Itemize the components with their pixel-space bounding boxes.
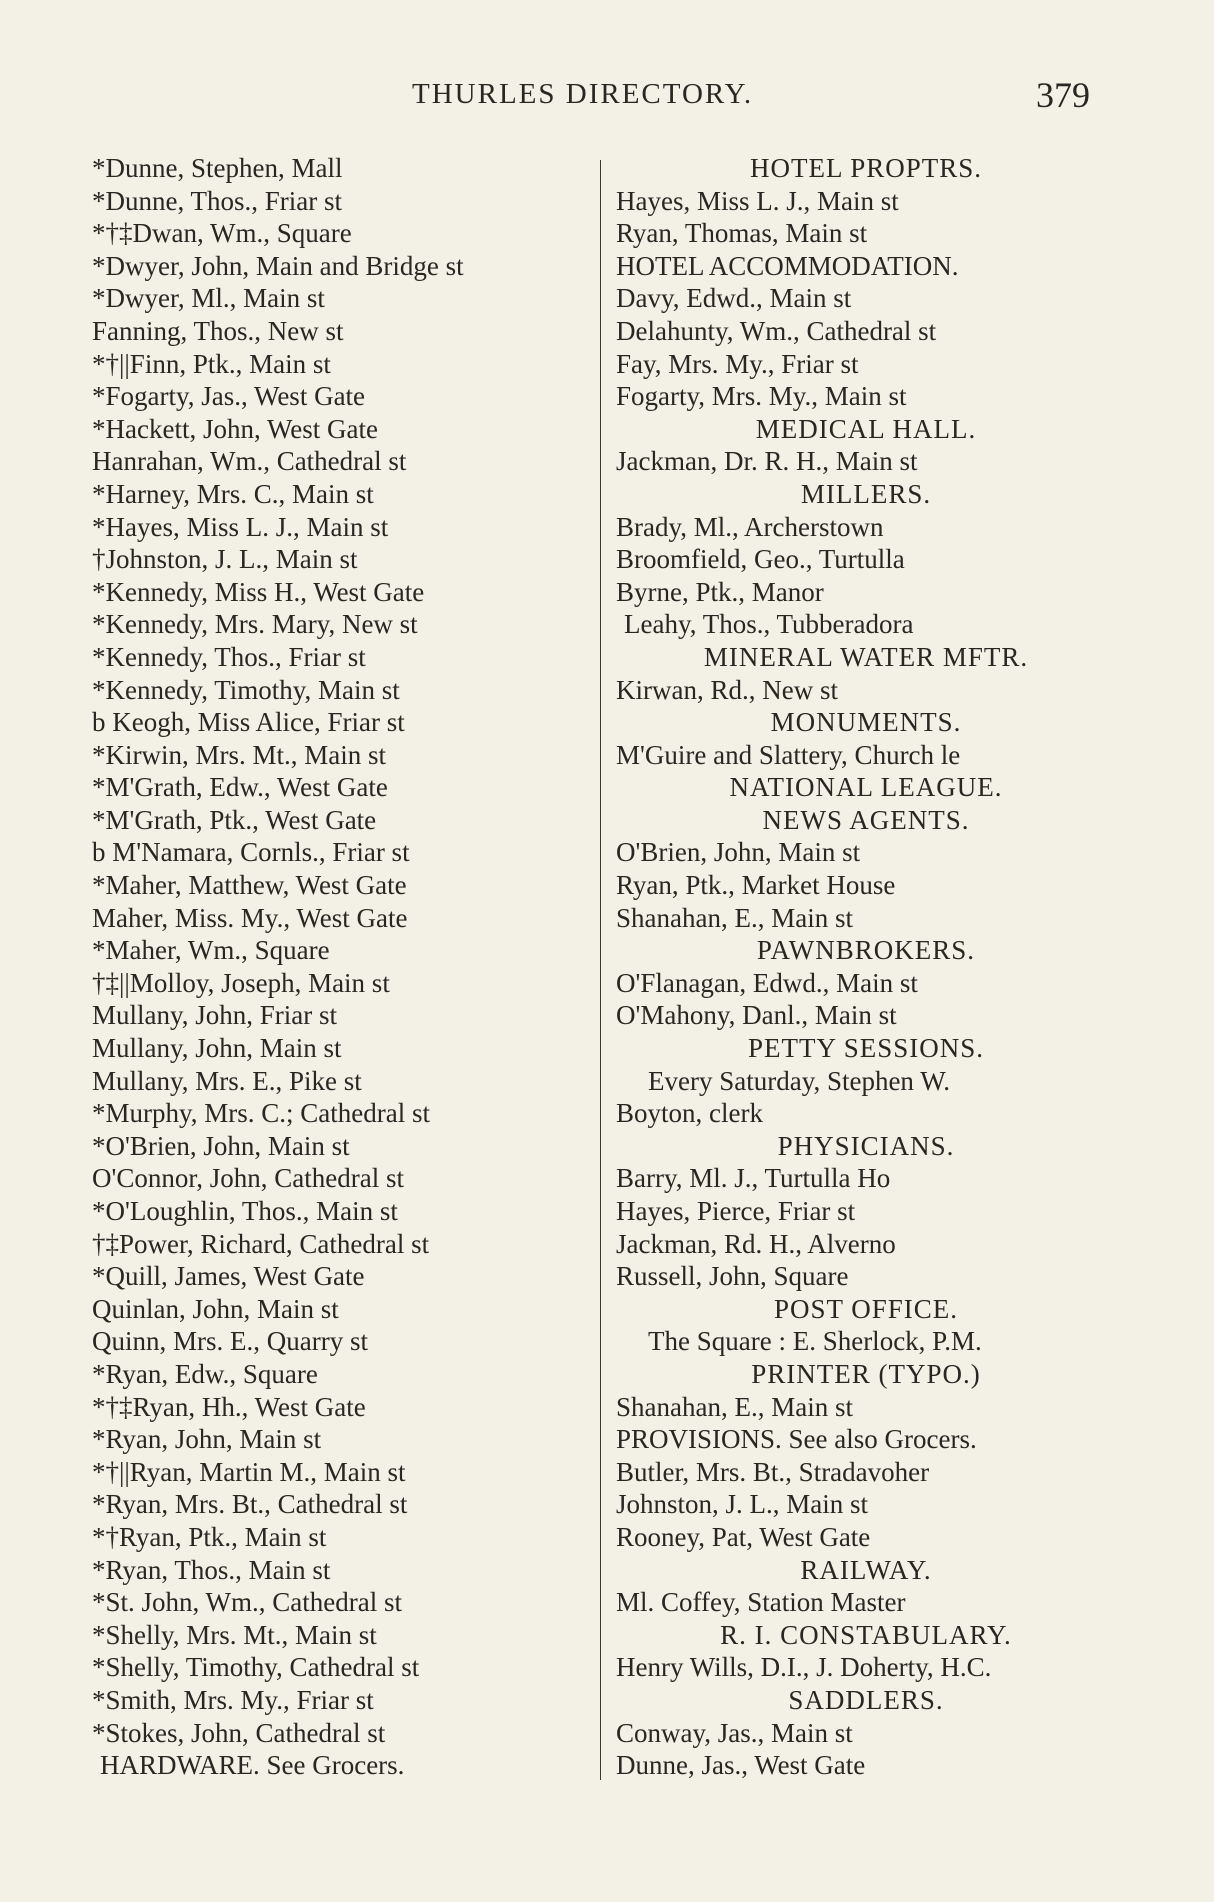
directory-entry: *†Ryan, Ptk., Main st — [92, 1521, 327, 1552]
directory-entry: Ml. Coffey, Station Master — [616, 1587, 906, 1618]
section-heading: NATIONAL LEAGUE. — [729, 772, 1003, 803]
directory-entry: Jackman, Dr. R. H., Main st — [616, 446, 918, 477]
directory-entry: Shanahan, E., Main st — [616, 1391, 853, 1422]
section-heading: MINERAL WATER MFTR. — [703, 641, 1029, 672]
running-title: THURLES DIRECTORY. — [412, 78, 754, 110]
directory-entry: Kirwan, Rd., New st — [616, 674, 838, 705]
directory-entry: *Murphy, Mrs. C.; Cathedral st — [92, 1098, 430, 1129]
directory-entry: *†‡Dwan, Wm., Square — [92, 218, 352, 249]
directory-entry: *Dunne, Thos., Friar st — [92, 185, 342, 216]
section-heading: MONUMENTS. — [770, 707, 962, 738]
directory-entry: The Square : E. Sherlock, P.M. — [648, 1326, 982, 1357]
directory-entry: HARDWARE. See Grocers. — [100, 1750, 405, 1781]
directory-entry: Hayes, Pierce, Friar st — [616, 1196, 856, 1226]
directory-entry: †‡Power, Richard, Cathedral st — [92, 1228, 430, 1259]
directory-entry: Delahunty, Wm., Cathedral st — [616, 315, 937, 346]
directory-entry: Brady, Ml., Archerstown — [616, 511, 884, 542]
directory-entry: O'Flanagan, Edwd., Main st — [616, 967, 918, 998]
directory-entry: Davy, Edwd., Main st — [616, 283, 852, 314]
directory-entry: b Keogh, Miss Alice, Friar st — [92, 707, 405, 738]
directory-entry: *Shelly, Timothy, Cathedral st — [92, 1652, 420, 1683]
directory-entry: *O'Brien, John, Main st — [92, 1130, 350, 1161]
directory-entry: *Ryan, Mrs. Bt., Cathedral st — [92, 1489, 408, 1520]
directory-entry: Fogarty, Mrs. My., Main st — [616, 381, 907, 412]
directory-entry: *Ryan, Thos., Main st — [92, 1554, 331, 1585]
section-heading: MEDICAL HALL. — [755, 413, 977, 444]
directory-entry: Jackman, Rd. H., Alverno — [616, 1228, 896, 1259]
directory-entry: Hayes, Miss L. J., Main st — [616, 185, 899, 216]
directory-entry: *M'Grath, Edw., West Gate — [92, 772, 388, 803]
directory-entry: Fanning, Thos., New st — [92, 315, 344, 346]
directory-entry: Butler, Mrs. Bt., Stradavoher — [616, 1456, 930, 1487]
directory-entry: Leahy, Thos., Tubberadora — [624, 609, 914, 640]
directory-entry: Russell, John, Square — [616, 1261, 849, 1292]
directory-entry: Broomfield, Geo., Turtulla — [616, 544, 905, 575]
directory-entry: b M'Namara, Cornls., Friar st — [92, 837, 410, 868]
directory-entry: PROVISIONS. See also Grocers. — [616, 1424, 977, 1455]
directory-entry: *O'Loughlin, Thos., Main st — [92, 1196, 398, 1226]
directory-entry: *Kennedy, Mrs. Mary, New st — [92, 609, 418, 640]
directory-entry: Mullany, Mrs. E., Pike st — [92, 1065, 362, 1096]
directory-entry: *Maher, Wm., Square — [92, 935, 330, 966]
section-heading: PRINTER (TYPO.) — [751, 1358, 981, 1389]
directory-entry: Mullany, John, Main st — [92, 1033, 342, 1064]
directory-entry: Every Saturday, Stephen W. — [648, 1065, 950, 1096]
section-heading: R. I. CONSTABULARY. — [720, 1619, 1012, 1650]
directory-entry: *†‡Ryan, Hh., West Gate — [92, 1391, 366, 1422]
directory-entry: *Ryan, Edw., Square — [92, 1358, 318, 1389]
section-heading: RAILWAY. — [800, 1554, 932, 1585]
directory-entry: *Kennedy, Miss H., West Gate — [92, 576, 425, 607]
right-column — [616, 152, 1116, 1782]
directory-entry: †‡||Molloy, Joseph, Main st — [92, 967, 390, 998]
directory-entry: Hanrahan, Wm., Cathedral st — [92, 446, 407, 477]
column-divider — [600, 160, 601, 1780]
directory-entry: Johnston, J. L., Main st — [616, 1489, 869, 1520]
directory-entry: Fay, Mrs. My., Friar st — [616, 348, 859, 379]
section-heading: NEWS AGENTS. — [762, 804, 970, 835]
directory-entry: Byrne, Ptk., Manor — [616, 576, 824, 607]
directory-entry: O'Connor, John, Cathedral st — [92, 1163, 405, 1194]
directory-entry: Rooney, Pat, West Gate — [616, 1521, 871, 1552]
directory-entry: Henry Wills, D.I., J. Doherty, H.C. — [616, 1652, 992, 1683]
directory-entry: Barry, Ml. J., Turtulla Ho — [616, 1163, 891, 1194]
section-heading: PAWNBROKERS. — [756, 935, 976, 966]
directory-entry: *Shelly, Mrs. Mt., Main st — [92, 1619, 377, 1650]
directory-entry: *Harney, Mrs. C., Main st — [92, 478, 374, 509]
directory-entry: Maher, Miss. My., West Gate — [92, 902, 408, 933]
directory-entry: *Smith, Mrs. My., Friar st — [92, 1684, 374, 1715]
directory-entry: *Dwyer, Ml., Main st — [92, 283, 325, 314]
directory-entry: Ryan, Ptk., Market House — [616, 870, 896, 901]
section-heading: SADDLERS. — [788, 1684, 944, 1715]
directory-entry: Boyton, clerk — [616, 1098, 763, 1129]
directory-entry: Ryan, Thomas, Main st — [616, 218, 868, 249]
section-heading: POST OFFICE. — [773, 1293, 959, 1324]
directory-entry: Quinlan, John, Main st — [92, 1293, 339, 1324]
directory-entry: Mullany, John, Friar st — [92, 1000, 337, 1031]
directory-entry: O'Brien, John, Main st — [616, 837, 861, 868]
directory-entry: Dunne, Jas., West Gate — [616, 1750, 866, 1781]
directory-entry: O'Mahony, Danl., Main st — [616, 1000, 897, 1031]
section-heading: HOTEL PROPTRS. — [749, 153, 983, 183]
directory-entry: Shanahan, E., Main st — [616, 902, 853, 933]
directory-entry: *Kennedy, Thos., Friar st — [92, 641, 366, 672]
directory-entry: *Hackett, John, West Gate — [92, 413, 379, 444]
directory-entry: Conway, Jas., Main st — [616, 1717, 853, 1748]
directory-entry: *Stokes, John, Cathedral st — [92, 1717, 386, 1748]
section-heading: MILLERS. — [800, 478, 932, 509]
page-number: 379 — [1036, 75, 1090, 115]
page-header — [0, 75, 1214, 118]
directory-entry: †Johnston, J. L., Main st — [92, 544, 358, 575]
directory-entry: *Dunne, Stephen, Mall — [92, 153, 343, 183]
directory-entry: M'Guire and Slattery, Church le — [616, 739, 961, 770]
directory-entry: *St. John, Wm., Cathedral st — [92, 1587, 402, 1618]
left-column — [92, 152, 592, 1782]
directory-entry: *M'Grath, Ptk., West Gate — [92, 804, 377, 835]
directory-entry: Quinn, Mrs. E., Quarry st — [92, 1326, 368, 1357]
directory-entry: *Kennedy, Timothy, Main st — [92, 674, 400, 705]
directory-entry: HOTEL ACCOMMODATION. — [616, 250, 959, 281]
directory-entry: *Dwyer, John, Main and Bridge st — [92, 250, 464, 281]
directory-entry: *†||Ryan, Martin M., Main st — [92, 1456, 406, 1487]
section-heading: PHYSICIANS. — [777, 1130, 955, 1161]
directory-entry: *Maher, Matthew, West Gate — [92, 870, 407, 901]
section-heading: PETTY SESSIONS. — [747, 1033, 985, 1064]
directory-entry: *Quill, James, West Gate — [92, 1261, 365, 1292]
directory-entry: *Hayes, Miss L. J., Main st — [92, 511, 389, 542]
directory-entry: *Fogarty, Jas., West Gate — [92, 381, 366, 412]
directory-entry: *Ryan, John, Main st — [92, 1424, 322, 1455]
directory-entry: *†||Finn, Ptk., Main st — [92, 348, 331, 379]
directory-entry: *Kirwin, Mrs. Mt., Main st — [92, 739, 387, 770]
